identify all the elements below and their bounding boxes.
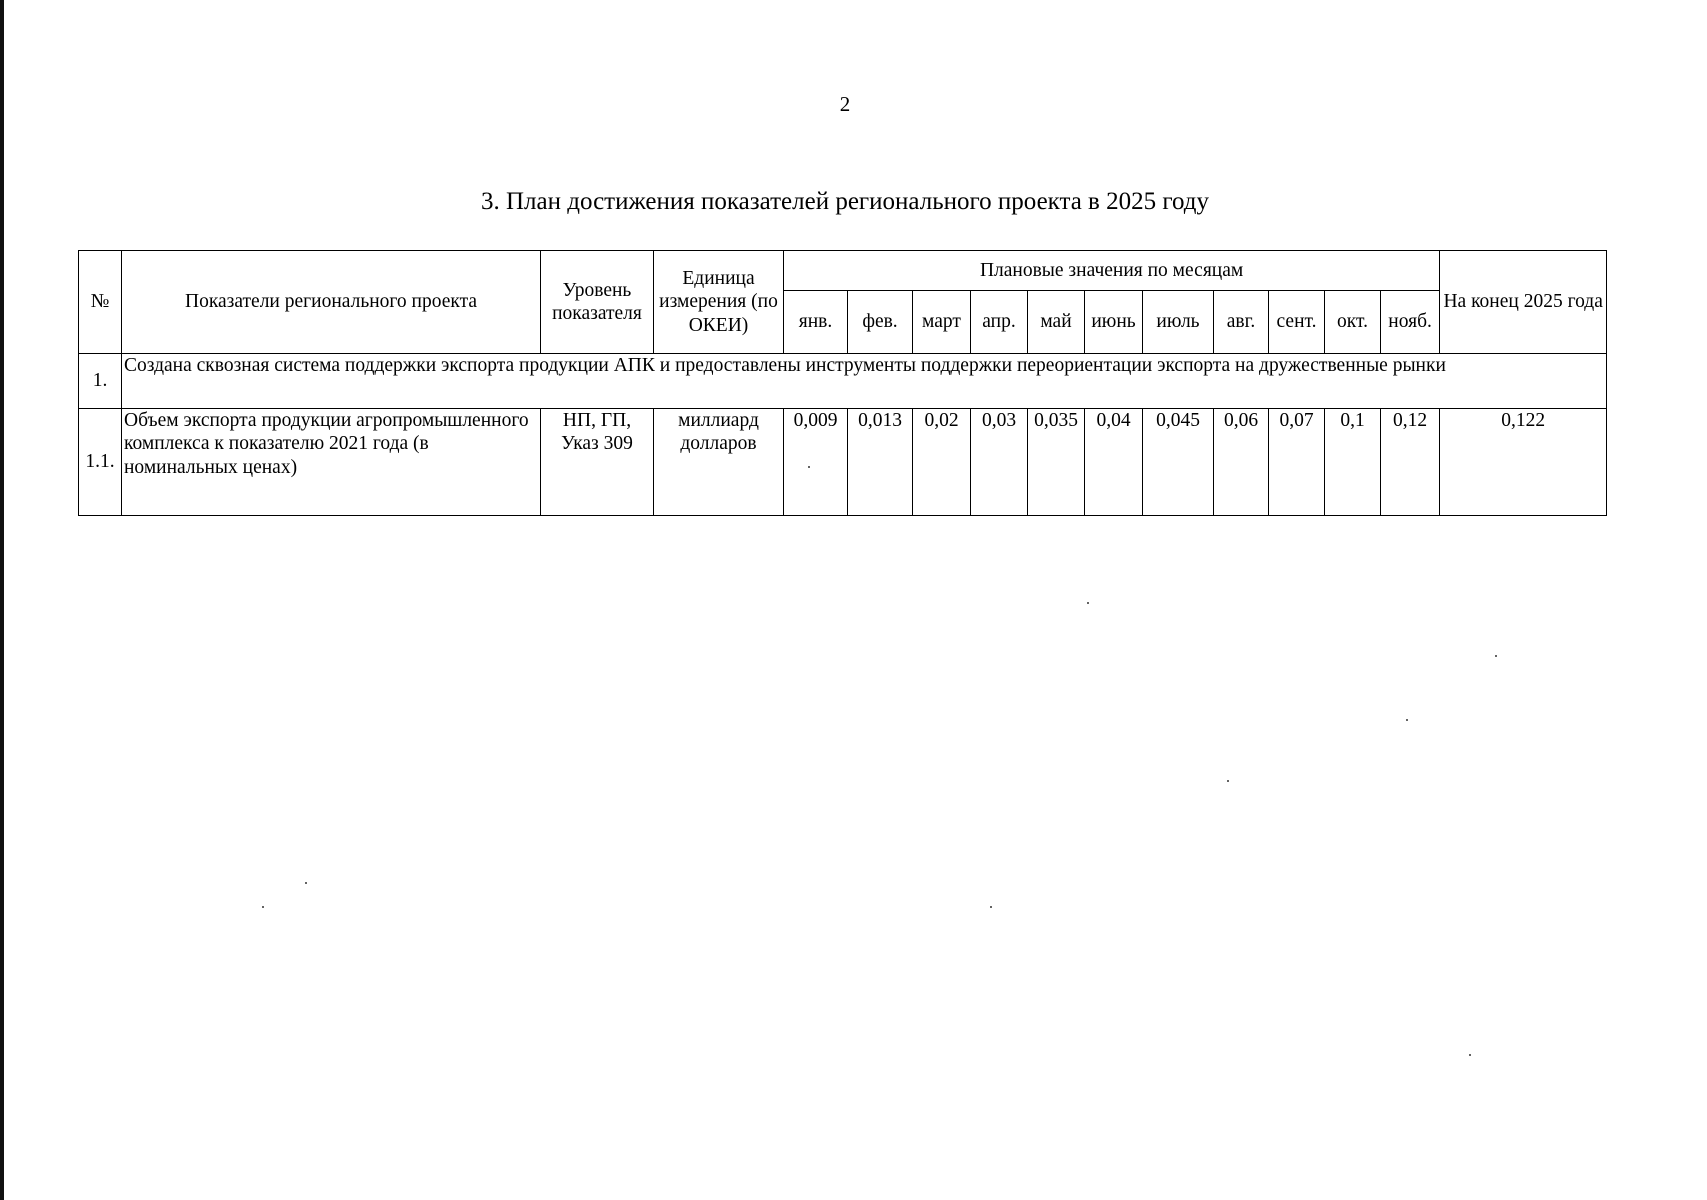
scan-speck [1227, 780, 1229, 782]
row-level: НП, ГП, Указ 309 [541, 409, 654, 516]
row-unit: миллиард долларов [654, 409, 784, 516]
header-month-aug: авг. [1214, 291, 1269, 354]
section-title: Создана сквозная система поддержки экспорта продукции АПК и предоставлены инструменты поддержки переориентации экспорта на дружественные рынки [122, 354, 1607, 409]
indicators-plan-table [78, 250, 1607, 516]
header-month-sep: сент. [1269, 291, 1325, 354]
header-monthly-group: Плановые значения по месяцам [784, 251, 1440, 291]
row-value-jun: 0,04 [1085, 409, 1143, 516]
header-month-oct: окт. [1325, 291, 1381, 354]
page-number: 2 [839, 92, 851, 116]
row-value-jan: 0,009 [784, 409, 848, 516]
scan-speck [990, 906, 992, 908]
row-value-nov: 0,12 [1381, 409, 1440, 516]
header-month-jul: июль [1143, 291, 1214, 354]
header-row-top [79, 251, 1607, 291]
table-row [79, 409, 1607, 516]
section-num: 1. [79, 354, 122, 409]
scan-speck [1495, 655, 1497, 657]
header-month-jun: июнь [1085, 291, 1143, 354]
row-value-may: 0,035 [1028, 409, 1085, 516]
header-month-may: май [1028, 291, 1085, 354]
row-year-end: 0,122 [1440, 409, 1607, 516]
header-month-feb: фев. [848, 291, 913, 354]
document-title: 3. План достижения показателей регионального проекта в 2025 году [480, 188, 1209, 215]
row-value-feb: 0,013 [848, 409, 913, 516]
scan-speck [1087, 602, 1089, 604]
row-value-apr: 0,03 [971, 409, 1028, 516]
header-month-nov: нояб. [1381, 291, 1440, 354]
header-year-end: На конец 2025 года [1440, 251, 1607, 354]
header-level: Уровень показателя [541, 251, 654, 354]
header-unit: Единица измерения (по ОКЕИ) [654, 251, 784, 354]
scan-speck [1469, 1054, 1471, 1056]
row-num: 1.1. [79, 409, 122, 516]
section-row [79, 354, 1607, 409]
header-num: № [79, 251, 122, 354]
header-month-jan: янв. [784, 291, 848, 354]
header-month-apr: апр. [971, 291, 1028, 354]
row-indicator: Объем экспорта продукции агропромышленного комплекса к показателю 2021 года (в номинальных ценах) [122, 409, 541, 516]
row-value-jul: 0,045 [1143, 409, 1214, 516]
scan-speck [262, 906, 264, 908]
header-month-mar: март [913, 291, 971, 354]
header-indicator: Показатели регионального проекта [122, 251, 541, 354]
scan-edge [0, 0, 4, 1200]
row-value-sep: 0,07 [1269, 409, 1325, 516]
scan-speck [305, 882, 307, 884]
row-value-aug: 0,06 [1214, 409, 1269, 516]
scan-speck [808, 466, 810, 468]
row-value-oct: 0,1 [1325, 409, 1381, 516]
scan-speck [1406, 719, 1408, 721]
row-value-mar: 0,02 [913, 409, 971, 516]
